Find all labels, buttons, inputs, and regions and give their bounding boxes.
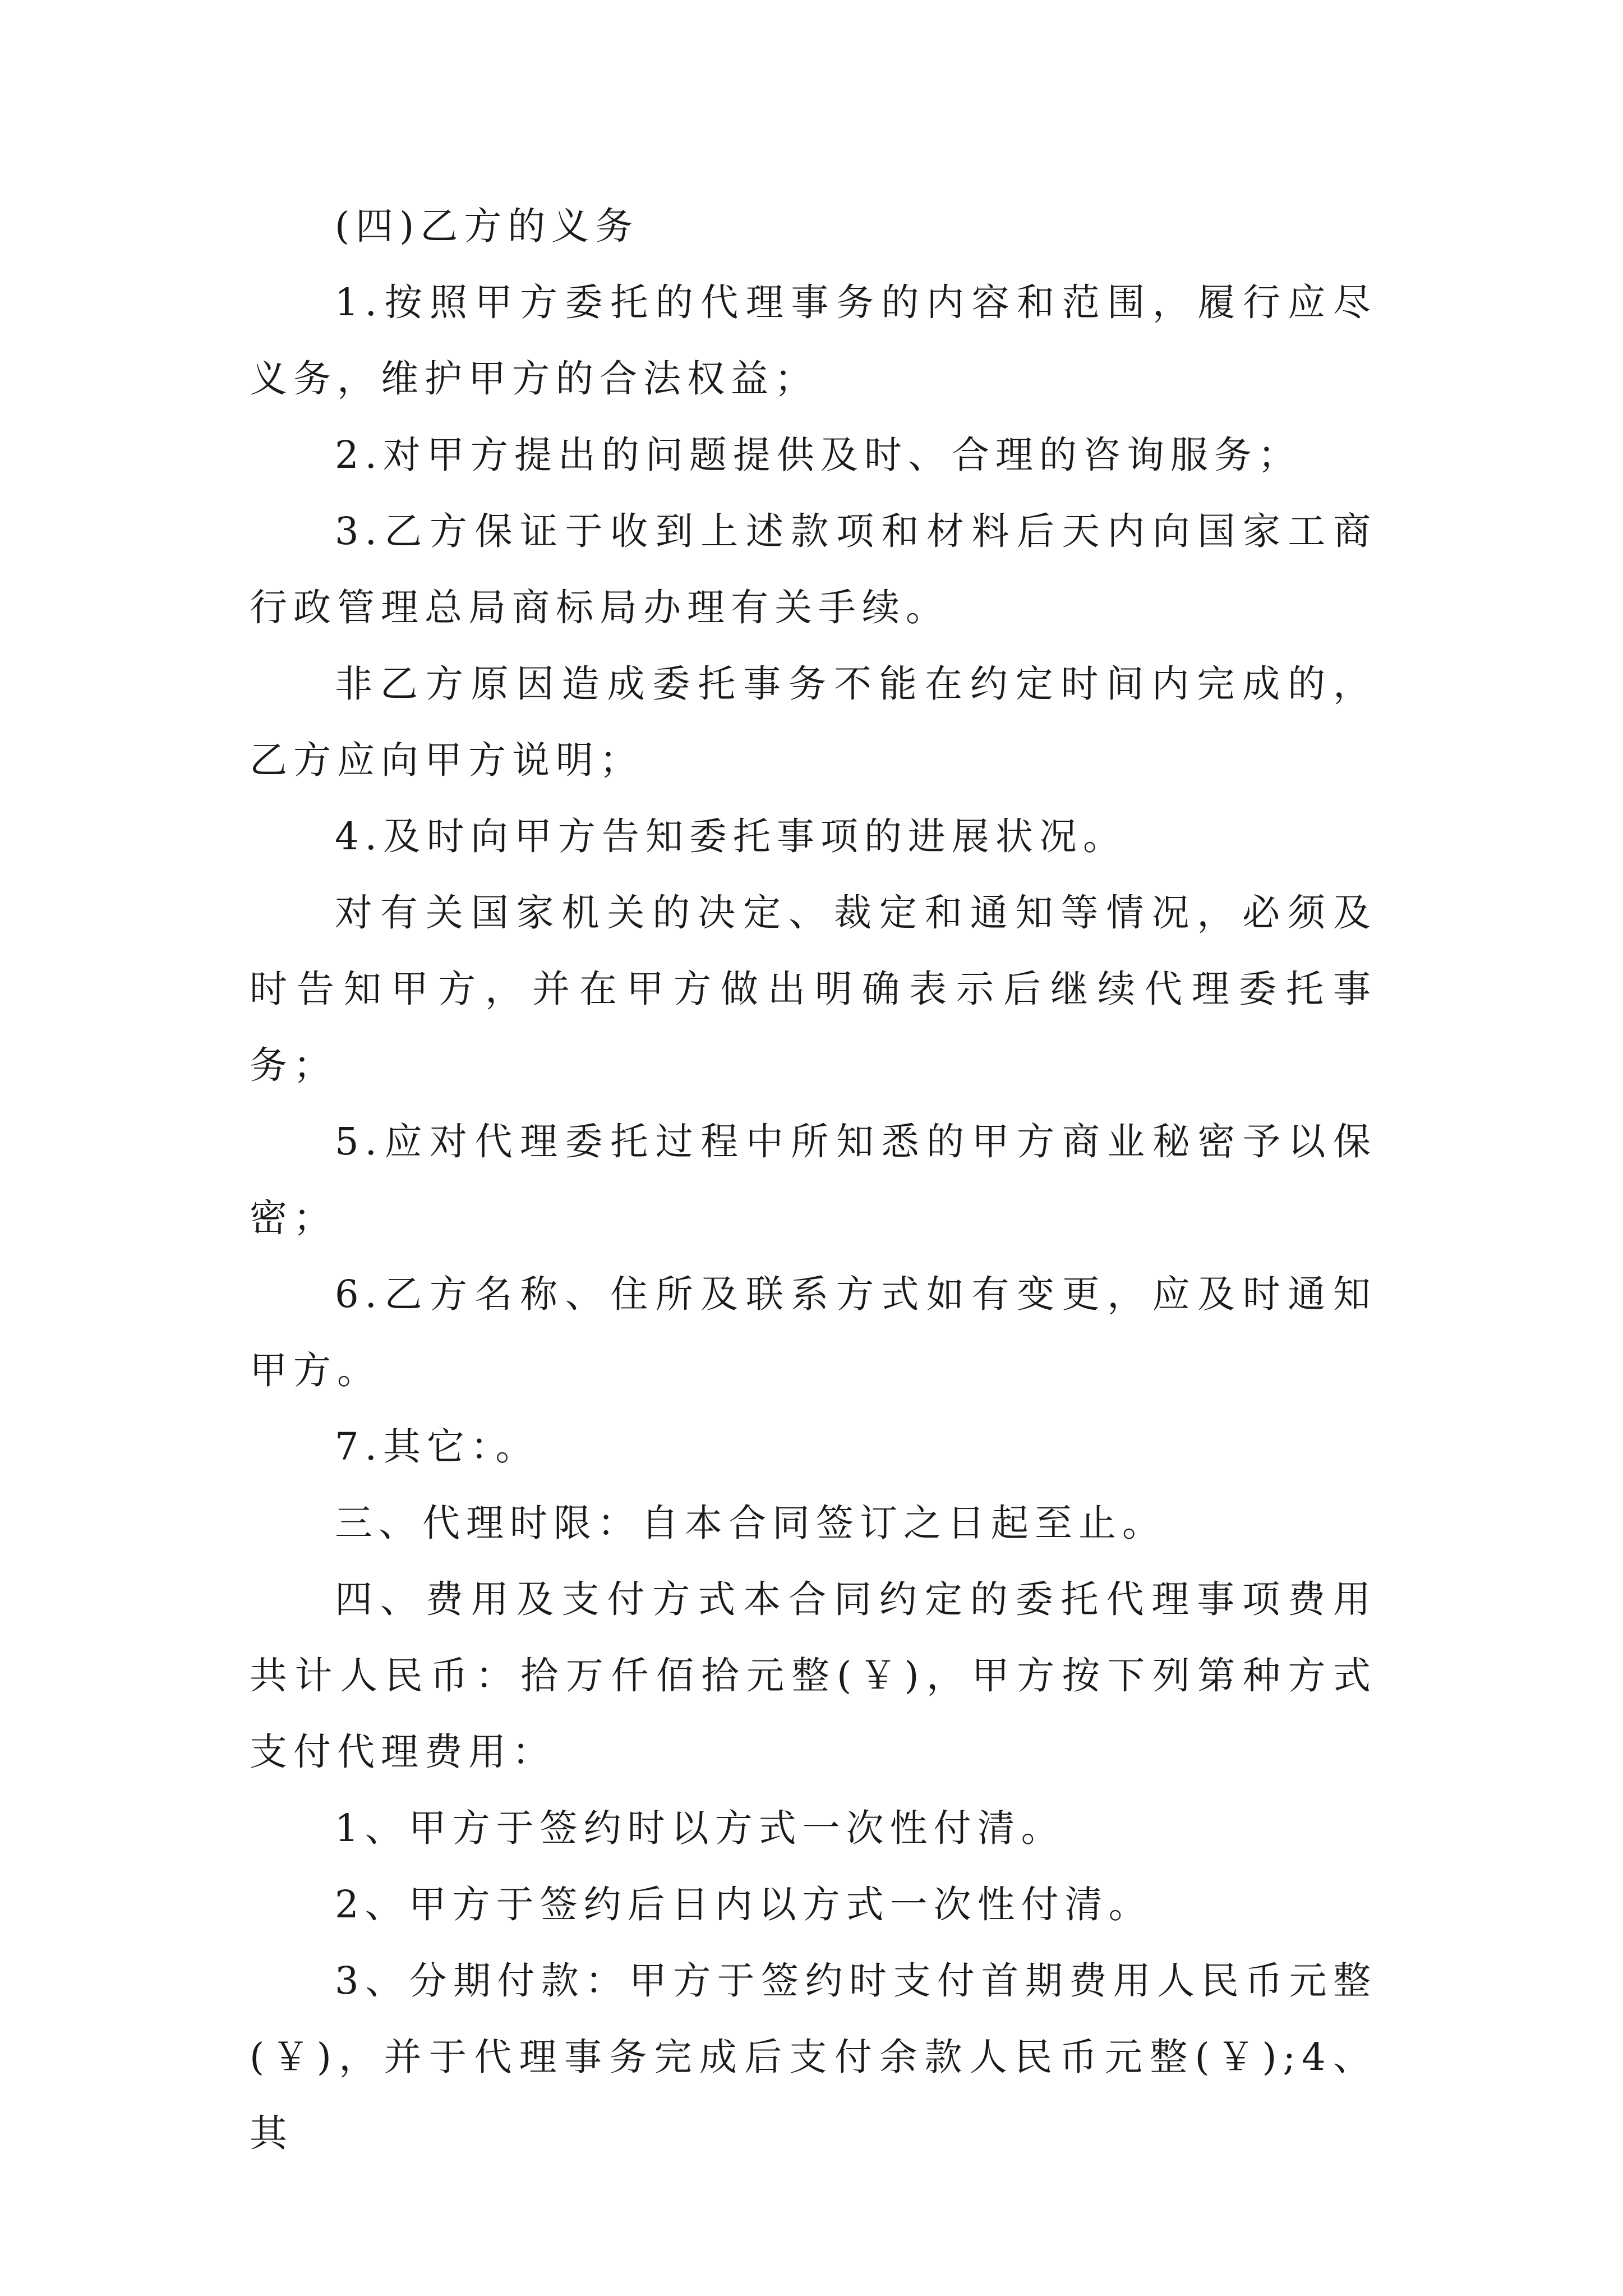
paragraph: 5.应对代理委托过程中所知悉的甲方商业秘密予以保密； bbox=[250, 1120, 1377, 1240]
paragraph: 1.按照甲方委托的代理事务的内容和范围，履行应尽义务，维护甲方的合法权益； bbox=[250, 280, 1377, 401]
paragraph: 2、甲方于签约后日内以方式一次性付清。 bbox=[335, 1883, 1152, 1926]
paragraph: 4.及时向甲方告知委托事项的进展状况。 bbox=[335, 815, 1127, 858]
paragraph: 四、费用及支付方式本合同约定的委托代理事项费用共计人民币：拾万仟佰拾元整(￥)，甲方按下列第种方式支付代理费用： bbox=[250, 1577, 1377, 1774]
paragraph: 6.乙方名称、住所及联系方式如有变更，应及时通知甲方。 bbox=[250, 1272, 1377, 1392]
paragraph: 3、分期付款：甲方于签约时支付首期费用人民币元整(￥)，并于代理事务完成后支付余款人民币元整(￥);4、其 bbox=[250, 1959, 1377, 2155]
paragraph: 1、甲方于签约时以方式一次性付清。 bbox=[335, 1806, 1065, 1850]
paragraph: 对有关国家机关的决定、裁定和通知等情况，必须及时告知甲方，并在甲方做出明确表示后继续代理委托事务； bbox=[250, 891, 1377, 1087]
paragraph: 3.乙方保证于收到上述款项和材料后天内向国家工商行政管理总局商标局办理有关手续。 bbox=[250, 509, 1377, 629]
paragraph: 7.其它：。 bbox=[335, 1425, 540, 1469]
paragraph: 2.对甲方提出的问题提供及时、合理的咨询服务； bbox=[335, 433, 1302, 477]
document-body bbox=[250, 188, 1377, 2171]
paragraph: (四)乙方的义务 bbox=[335, 204, 639, 248]
paragraph: 三、代理时限：自本合同签订之日起至止。 bbox=[335, 1501, 1166, 1545]
paragraph: 非乙方原因造成委托事务不能在约定时间内完成的，乙方应向甲方说明； bbox=[250, 662, 1377, 782]
